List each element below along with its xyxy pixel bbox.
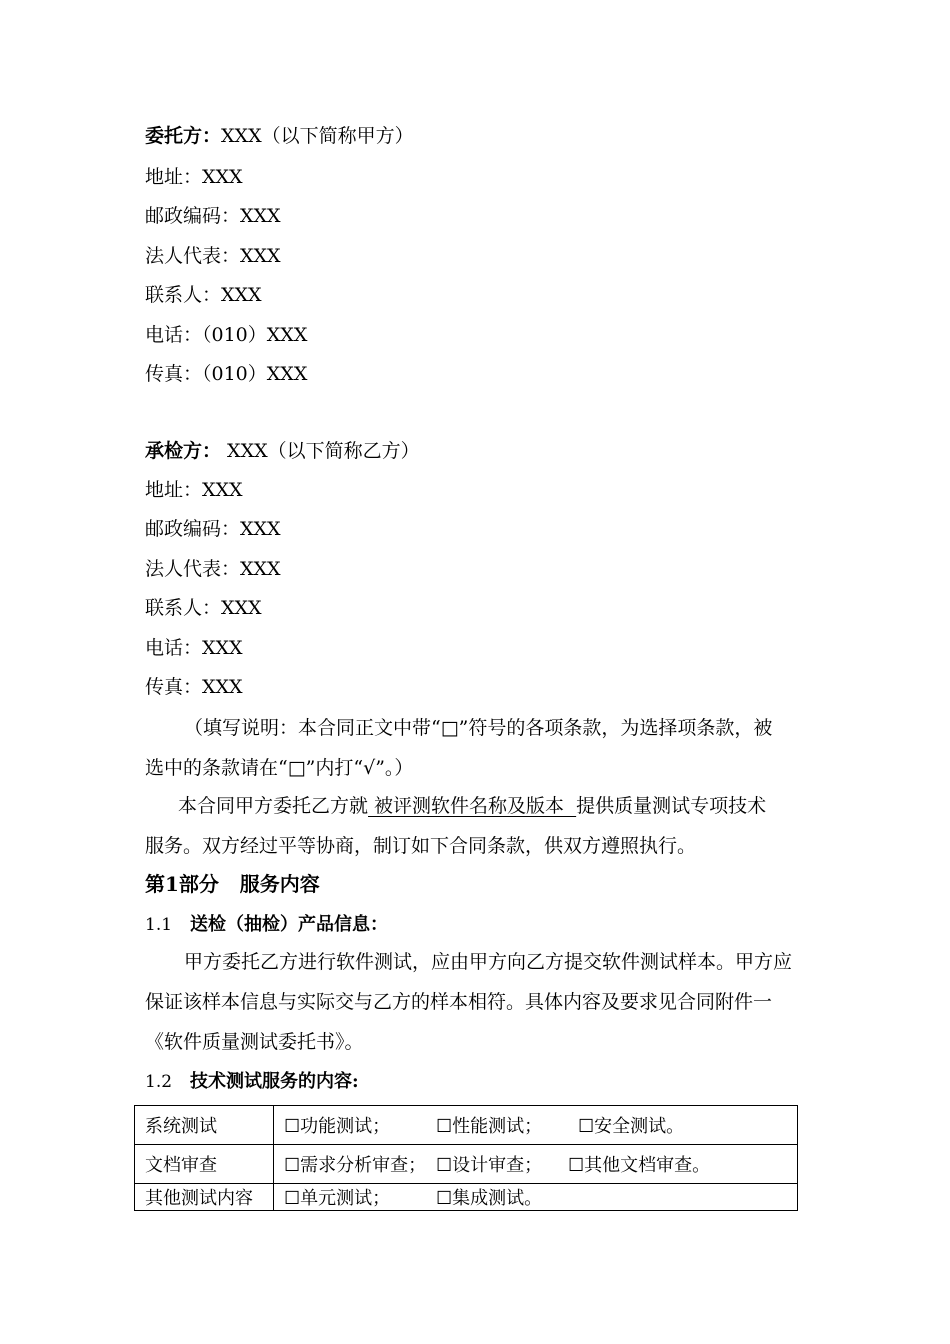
option-functional-test[interactable]: ☐功能测试；	[284, 1116, 391, 1137]
section-1-1-title: 送检（抽检）产品信息：	[190, 914, 389, 935]
party-b-heading	[145, 439, 420, 463]
party-a-name: XXX（以下简称甲方）	[221, 125, 414, 147]
row-options	[274, 1106, 798, 1145]
option-security-test[interactable]: ☐安全测试。	[578, 1116, 685, 1137]
section-1-1-line-2: 保证该样本信息与实际交与乙方的样本相符。具体内容及要求见合同附件一	[145, 991, 773, 1013]
party-b-contact: 联系人：XXX	[145, 597, 262, 619]
party-b-name: XXX（以下简称乙方）	[221, 440, 420, 462]
table-row	[135, 1106, 798, 1145]
party-b-fax: 传真：XXX	[145, 676, 243, 698]
option-performance-test[interactable]: ☐性能测试；	[436, 1116, 543, 1137]
section-1-2-title: 技术测试服务的内容:	[190, 1071, 359, 1092]
party-a-title: 委托方：	[145, 125, 222, 147]
party-a-legal-rep: 法人代表：XXX	[145, 245, 281, 267]
party-b-phone: 电话：XXX	[145, 637, 243, 659]
intro-line-1	[178, 794, 766, 818]
table-row	[135, 1145, 798, 1184]
row-options	[274, 1145, 798, 1184]
table-row	[135, 1184, 798, 1211]
party-a-phone: 电话：（010）XXX	[145, 324, 308, 346]
party-b-title: 承检方：	[145, 440, 222, 462]
section-1-1-heading	[145, 912, 388, 937]
option-design-review[interactable]: ☐设计审查；	[436, 1155, 543, 1176]
party-a-heading	[145, 124, 414, 148]
intro-post: 提供质量测试专项技术	[576, 795, 767, 817]
option-unit-test[interactable]: ☐单元测试；	[284, 1188, 391, 1209]
intro-line-2: 服务。双方经过平等协商，制订如下合同条款，供双方遵照执行。	[145, 835, 697, 857]
row-options	[274, 1184, 798, 1211]
note-line-2: 选中的条款请在“□”内打“√”。）	[145, 757, 414, 779]
test-content-table	[134, 1105, 798, 1211]
party-b-legal-rep: 法人代表：XXX	[145, 558, 281, 580]
party-a-address: 地址：XXX	[145, 166, 243, 188]
party-a-contact: 联系人：XXX	[145, 284, 262, 306]
row-label: 文档审查	[135, 1145, 274, 1184]
option-integration-test[interactable]: ☐集成测试。	[436, 1188, 543, 1209]
intro-pre: 本合同甲方委托乙方就	[178, 795, 369, 817]
party-b-address: 地址：XXX	[145, 479, 243, 501]
software-name-field: 被评测软件名称及版本	[368, 795, 577, 817]
section-1-1-line-3: 《软件质量测试委托书》。	[145, 1031, 364, 1053]
party-a-fax: 传真：（010）XXX	[145, 363, 308, 385]
party-b-postcode: 邮政编码：XXX	[145, 518, 281, 540]
section-1-2-number: 1.2	[145, 1072, 173, 1092]
row-label: 系统测试	[135, 1106, 274, 1145]
option-other-doc-review[interactable]: ☐其他文档审查。	[568, 1155, 711, 1176]
party-a-postcode: 邮政编码：XXX	[145, 205, 281, 227]
section-1-1-number: 1.1	[145, 915, 173, 935]
note-line-1: （填写说明：本合同正文中带“□”符号的各项条款，为选择项条款，被	[184, 717, 773, 739]
part1-heading: 第1部分 服务内容	[145, 872, 320, 896]
row-label: 其他测试内容	[135, 1184, 274, 1211]
option-requirements-review[interactable]: ☐需求分析审查；	[284, 1155, 427, 1176]
section-1-1-line-1: 甲方委托乙方进行软件测试，应由甲方向乙方提交软件测试样本。甲方应	[184, 951, 793, 973]
section-1-2-heading	[145, 1069, 359, 1094]
